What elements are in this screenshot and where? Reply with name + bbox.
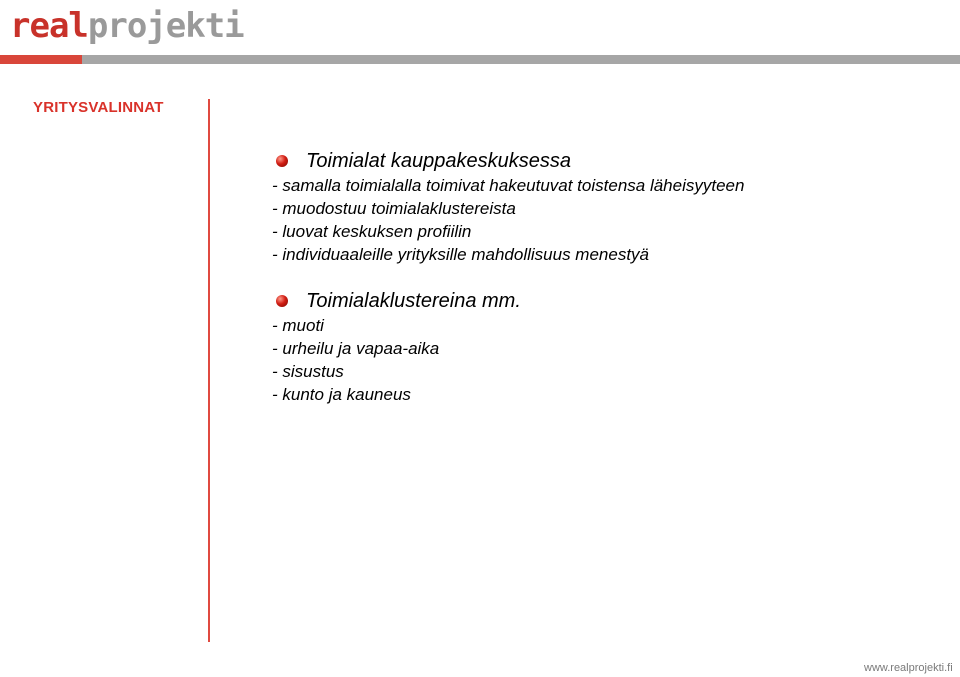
sub-line: - luovat keskuksen profiilin <box>272 222 472 241</box>
sub-line: - samalla toimialalla toimivat hakeutuvat toistensa läheisyyteen <box>272 176 745 195</box>
sub-line: - muodostuu toimialaklustereista <box>272 199 516 218</box>
bullet-row <box>272 288 932 314</box>
bullet-title: Toimialat kauppakeskuksessa <box>306 150 571 172</box>
sub-line: - urheilu ja vapaa-aika <box>272 339 440 358</box>
bullet-block <box>272 288 932 406</box>
sub-line: - muoti <box>272 316 324 335</box>
header-bar <box>82 55 960 64</box>
sub-line: - kunto ja kauneus <box>272 385 411 404</box>
content-area <box>272 148 932 406</box>
header-bar-accent <box>0 55 82 64</box>
red-bullet-icon <box>276 295 288 307</box>
logo <box>10 4 244 48</box>
section-label: YRITYSVALINNAT <box>33 99 164 116</box>
logo-projekti: projekti <box>87 6 244 46</box>
sub-line: - sisustus <box>272 362 344 381</box>
vertical-divider <box>208 99 210 642</box>
bullet-row <box>272 148 932 174</box>
logo-real: real <box>10 6 88 46</box>
bullet-block <box>272 148 932 266</box>
sub-line: - individuaaleille yrityksille mahdollisuus menestyä <box>272 245 649 264</box>
footer-url: www.realprojekti.fi <box>864 662 953 674</box>
bullet-title: Toimialaklustereina mm. <box>306 290 521 312</box>
red-bullet-icon <box>276 155 288 167</box>
